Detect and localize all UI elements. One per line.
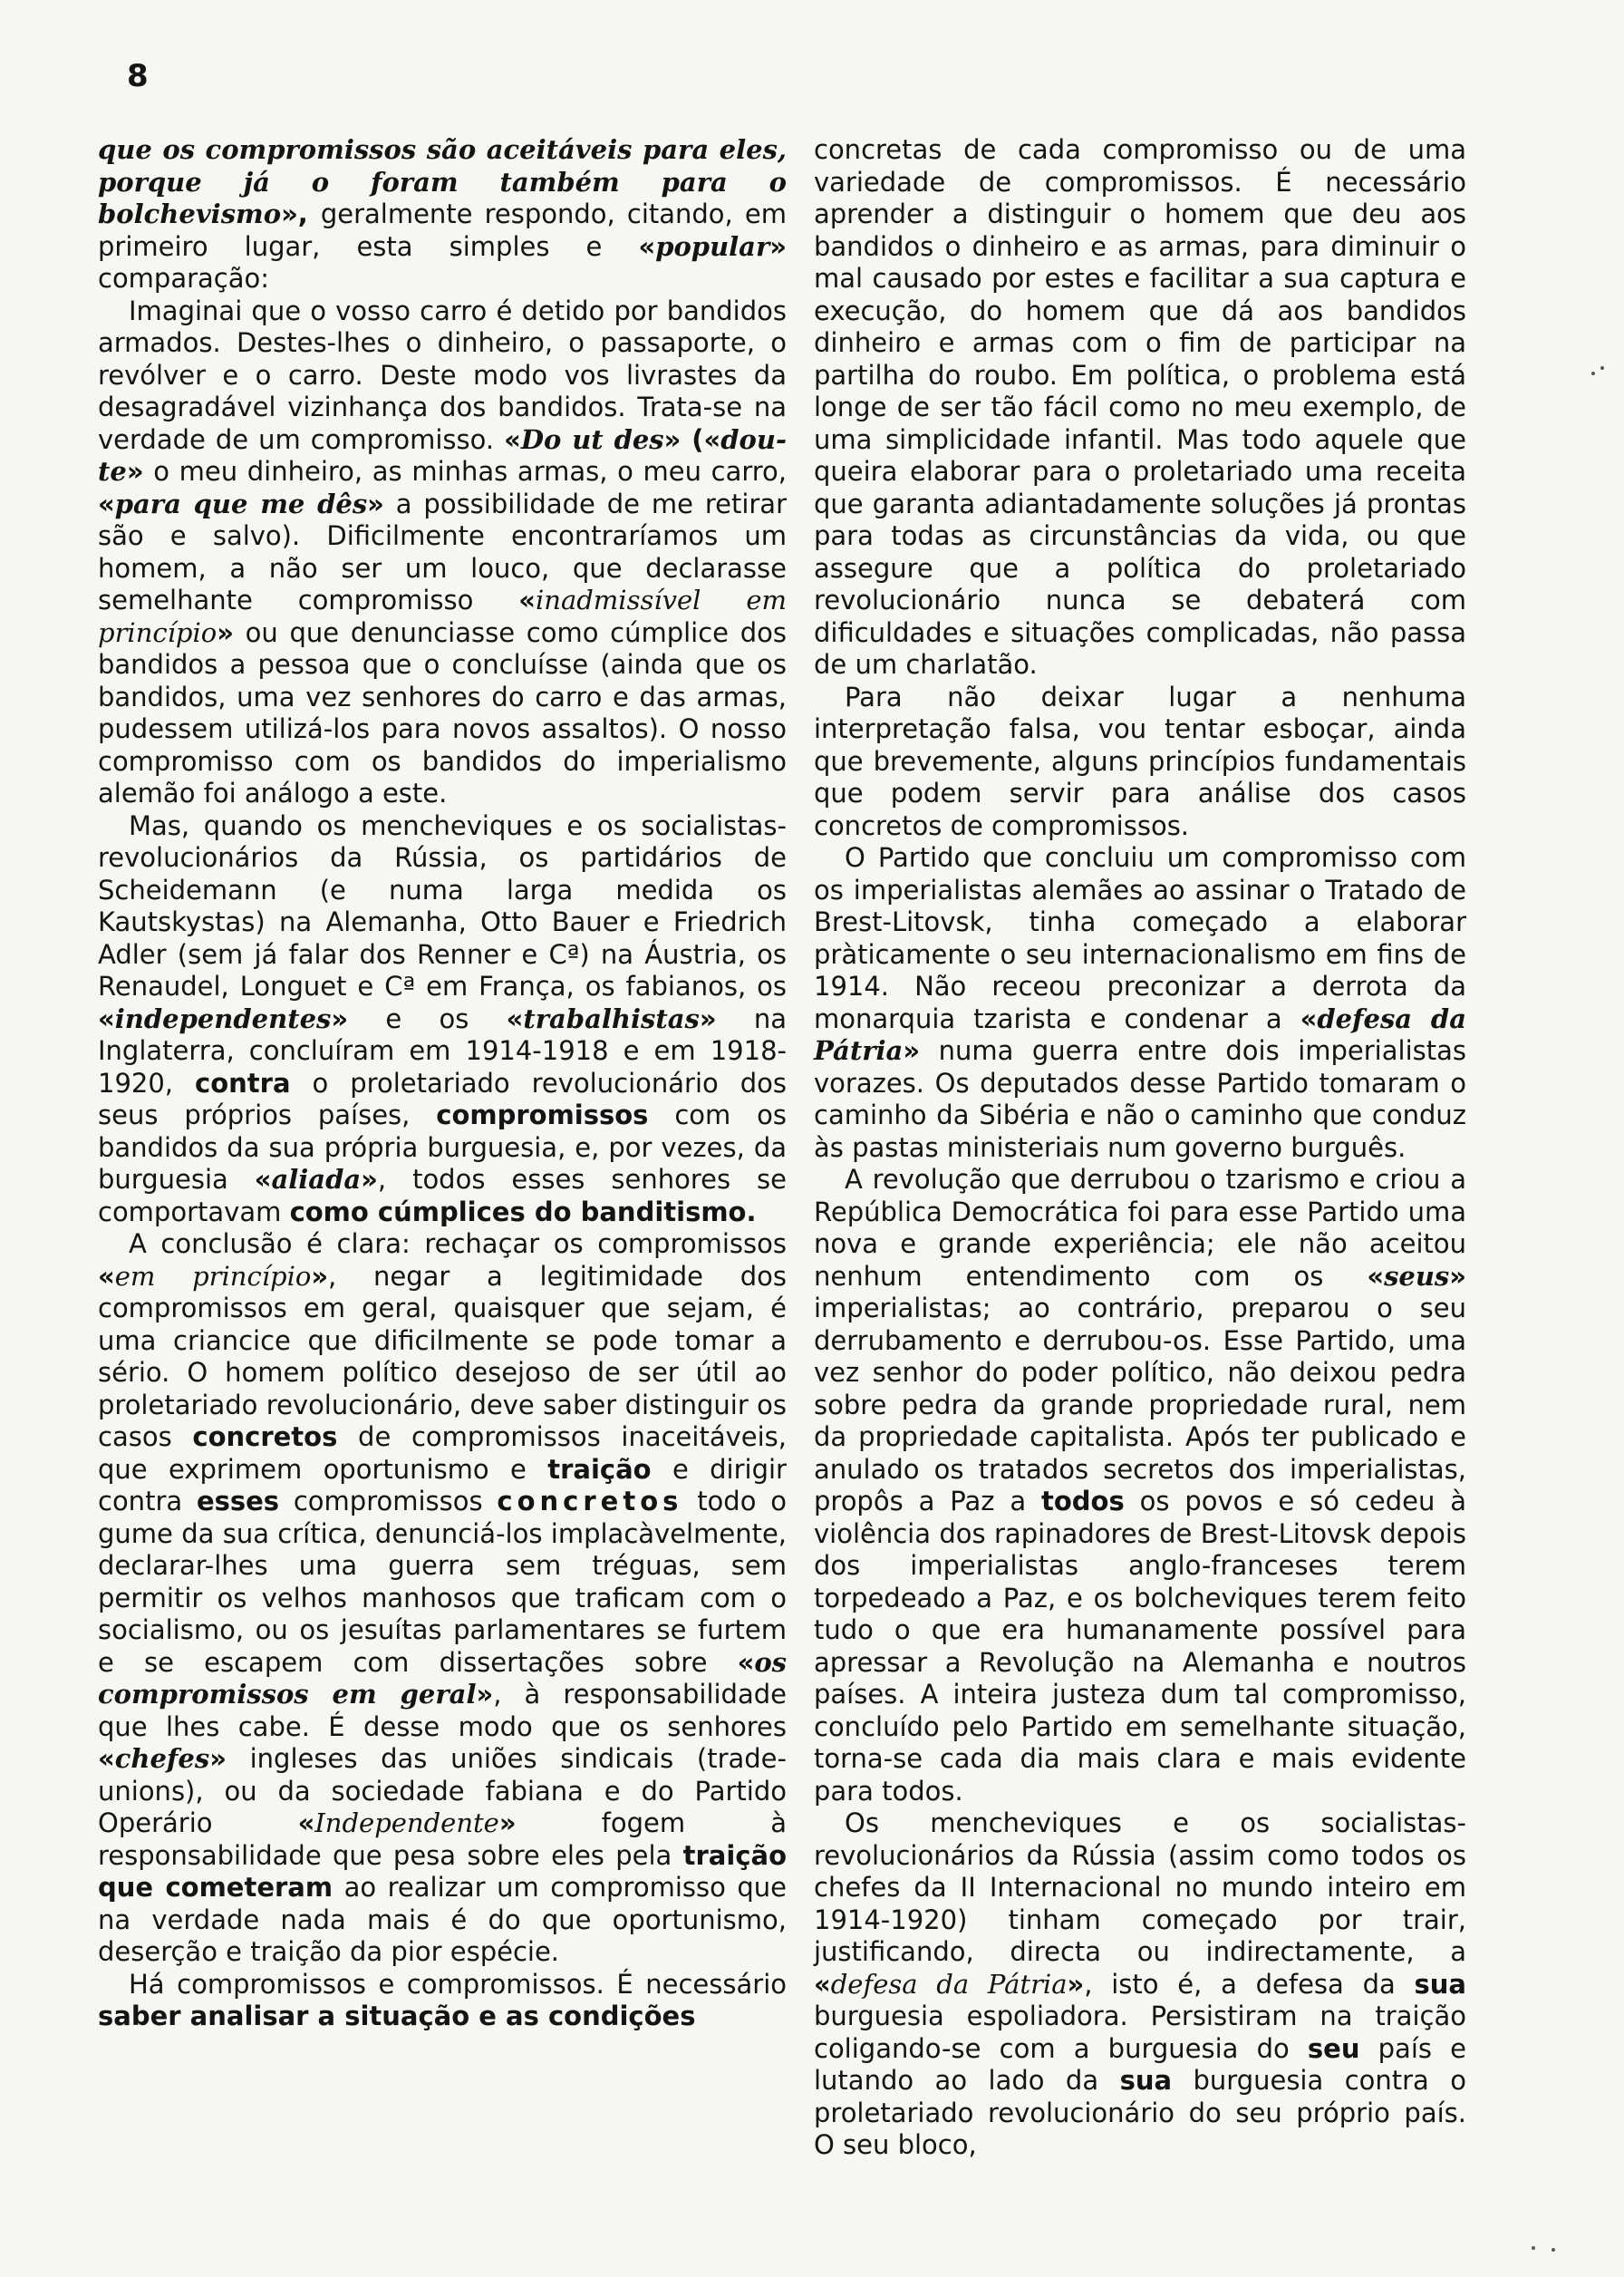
emphasis-text: « (737, 1646, 755, 1678)
page-number: 8 (127, 58, 149, 94)
text-run: numa guerra entre dois imperialistas vorazes. Os deputados desse Partido tomaram o caminho da Sibéria e não o caminho que conduz às pastas ministeriais num governo burguês. (814, 1035, 1466, 1163)
text-run: geralmente respondo, citando, em primeiro lugar, esta simples e (98, 199, 787, 262)
emphasis-text: » (769, 230, 787, 262)
emphasis-text: traição que cometeram (98, 1839, 787, 1903)
emphasis-text: » ( (663, 423, 704, 455)
left-text-column (98, 134, 787, 2033)
text-run: Há compromissos e compromissos. É necessário (129, 1968, 787, 2000)
paragraph (814, 134, 1466, 682)
text-run: , isto é, a defesa da (1084, 1968, 1415, 2000)
text-run: na Inglaterra, concluíram em 1914-1918 e em 1918-1920, (98, 1003, 787, 1099)
emphasis-text: seus (1384, 1260, 1450, 1292)
emphasis-text: « (703, 423, 721, 455)
right-text-column (814, 134, 1466, 2162)
emphasis-text: » (126, 456, 144, 487)
text-run: e dirigir contra (98, 1453, 787, 1516)
emphasis-text: defesa da Pátria (814, 1003, 1466, 1066)
text-run: , à responsabilidade que lhes cabe. É desse modo que os senhores (98, 1679, 787, 1742)
emphasis-text: » (498, 1807, 517, 1838)
emphasis-text: « (1367, 1260, 1385, 1292)
text-run: todo o gume da sua crítica, denunciá-los implacàvelmente, declarar-lhes uma guerra sem tréguas, sem permitir os velhos manhosos que traficam com o socialismo, ou os jesuítas parlamentares se furtem e se escapem com dissertações sobre (98, 1486, 787, 1678)
emphasis-text: », (281, 199, 321, 229)
emphasis-text: seu (1307, 2032, 1360, 2064)
emphasis-text: « (504, 423, 521, 455)
scan-speck (1600, 366, 1604, 370)
emphasis-text: saber analisar a situação e as condições (98, 2001, 696, 2031)
emphasis-text: todos (1041, 1486, 1125, 1516)
emphasis-text: » (699, 1003, 717, 1034)
emphasis-text: Independente (314, 1807, 499, 1838)
emphasis-text: » (209, 1743, 227, 1774)
paragraph (98, 1969, 787, 2033)
text-run: burguesia contra o proletariado revolucionário do seu próprio país. O seu bloco, (814, 2065, 1467, 2160)
paragraph (814, 682, 1466, 843)
paragraph (98, 810, 787, 1229)
text-run: A revolução que derrubou o tzarismo e criou a República Democrática foi para esse Partido uma nova e grande experiência; ele não aceitou nenhum entendimento com os (814, 1164, 1466, 1292)
scan-speck (1591, 372, 1595, 375)
emphasis-text: Do ut des (520, 423, 664, 455)
text-run: ao realizar um compromisso que na verdade nada mais é do que oportunismo, deserção e traição da pior espécie. (98, 1872, 787, 1967)
emphasis-text: « (518, 585, 536, 615)
emphasis-text: para que me dês (114, 488, 368, 519)
text-run: o proletariado revolucionário dos seus próprios países, (98, 1067, 787, 1130)
text-run: a possibilidade de me retirar são e salvo). Dificilmente encontraríamos um homem, a não ser um louco, que declarasse semelhante compromisso (98, 488, 788, 615)
emphasis-text: aliada (271, 1164, 362, 1195)
emphasis-text: os compromissos em geral (98, 1646, 787, 1710)
scan-speck (1552, 2248, 1555, 2252)
text-run: de compromissos inaceitáveis, que exprimem oportunismo e (98, 1421, 787, 1485)
emphasis-text: » (367, 488, 384, 519)
emphasis-text: inadmissível em princípio (98, 585, 787, 648)
text-run: , todos esses senhores se comportavam (98, 1164, 787, 1227)
emphasis-text: popular (655, 230, 770, 262)
emphasis-text: « (98, 1260, 115, 1292)
emphasis-text: » (476, 1679, 494, 1710)
text-run: o meu dinheiro, as minhas armas, o meu carro, (143, 456, 787, 487)
emphasis-text: « (98, 488, 115, 519)
emphasis-text: » (903, 1035, 921, 1066)
emphasis-text: « (98, 1743, 115, 1774)
emphasis-text: « (814, 1968, 831, 2000)
text-run: ingleses das uniões sindicais (trade-unions), ou da sociedade fabiana e do Partido Operário (98, 1743, 787, 1838)
text-run: , negar a legitimidade dos compromissos em geral, quaisquer que sejam, é uma criancice que dificilmente se pode tomar a sério. O homem político desejoso de ser útil ao proletariado revolucionário, deve saber distinguir os casos (98, 1260, 787, 1452)
text-run: A conclusão é clara: rechaçar os compromissos (129, 1228, 787, 1259)
emphasis-text: que os compromissos são aceitáveis para eles, porque já o foram também para o bolchevismo (98, 134, 787, 229)
emphasis-text: « (1300, 1003, 1318, 1034)
emphasis-text: » (1067, 1968, 1085, 2000)
text-run: concretas de cada compromisso ou de uma variedade de compromissos. É necessário aprender a distinguir o homem que deu aos bandidos o dinheiro e as armas, para diminuir o mal causado por estes e facilitar a sua captura e execução, do homem que dá aos bandidos dinheiro e armas com o fim de participar na partilha do roubo. Em política, o problema está longe de ser tão fácil como no meu exemplo, de uma simplicidade infantil. Mas todo aquele que queira elaborar para o proletariado uma receita que garanta adiantadamente soluções já prontas para todas as circunstâncias da vida, ou que assegure que a política do proletariado revolucionário nunca se debaterá com dificuldades e situações complicadas, não passa de um charlatão. (814, 134, 1466, 680)
emphasis-text: defesa da Pátria (830, 1968, 1068, 2000)
emphasis-text: « (98, 1003, 115, 1034)
emphasis-text: « (506, 1003, 524, 1034)
emphasis-text: » (217, 616, 234, 648)
emphasis-text: » (331, 1003, 349, 1034)
emphasis-text: sua (1119, 2065, 1173, 2096)
paragraph (98, 134, 787, 296)
emphasis-text: em princípio (114, 1260, 312, 1292)
emphasis-text: « (254, 1164, 272, 1195)
emphasis-text: » (1449, 1260, 1466, 1292)
text-run: Imaginai que o vosso carro é detido por bandidos armados. Destes-lhes o dinheiro, o passaporte, o revólver e o carro. Deste modo vos livrastes da desagradável vizinhança dos bandidos. Trata-se na verdade de um compromisso. (98, 295, 787, 455)
text-run: e os (348, 1003, 507, 1034)
emphasis-text: « (638, 230, 656, 262)
emphasis-text: como cúmplices do banditismo. (289, 1196, 757, 1227)
emphasis-text: sua (1414, 1968, 1466, 2000)
text-run: compromissos (279, 1486, 498, 1516)
scan-speck (1532, 2246, 1535, 2250)
emphasis-text: trabalhistas (523, 1003, 700, 1034)
emphasis-text: concretos (497, 1486, 683, 1516)
paragraph (814, 1807, 1466, 2162)
emphasis-text: compromissos (436, 1100, 649, 1130)
emphasis-text: independentes (114, 1003, 332, 1034)
text-run: com os bandidos da sua própria burguesia, e, por vezes, da burguesia (98, 1100, 787, 1195)
emphasis-text: contra (195, 1067, 291, 1099)
emphasis-text: » (361, 1164, 378, 1195)
text-run: burguesia espoliadora. Persistiram na traição coligando-se com a burguesia do (814, 2001, 1466, 2064)
paragraph (814, 1164, 1466, 1807)
text-run: os povos e só cedeu à violência dos rapinadores de Brest-Litovsk depois dos imperialistas anglo-franceses terem torpedeado a Paz, e os bolcheviques terem feito tudo o que era humanamente possível para apressar a Revolução na Alemanha e noutros países. A inteira justeza dum tal compromisso, concluído pelo Partido em semelhante situação, torna-se cada dia mais clara e mais evidente para todos. (814, 1486, 1466, 1807)
paragraph (98, 296, 787, 810)
emphasis-text: » (311, 1260, 329, 1292)
emphasis-text: « (297, 1807, 315, 1838)
text-run: imperialistas; ao contrário, preparou o seu derrubamento e derrubou-os. Esse Partido, uma vez senhor do poder político, não deixou pedra sobre pedra da grande propriedade rural, nem da propriedade capitalista. Após ter publicado e anulado os tratados secretos dos imperialistas, propôs a Paz a (814, 1293, 1466, 1516)
text-run: Os mencheviques e os socialistas-revolucionários da Rússia (assim como todos os chefes da II Internacional no mundo inteiro em 1914-1920) tinham começado por trair, justificando, directa ou indirectamente, a (814, 1807, 1466, 1967)
emphasis-text: dou-te (98, 423, 787, 487)
emphasis-text: esses (196, 1486, 280, 1516)
emphasis-text: chefes (114, 1743, 210, 1774)
text-run: país e lutando ao lado da (814, 2032, 1466, 2096)
emphasis-text: concretos (192, 1421, 338, 1452)
text-run: O Partido que concluiu um compromisso com os imperialistas alemães ao assinar o Tratado de Brest-Litovsk, tinha começado a elaborar pràticamente o seu internacionalismo em fins de 1914. Não receou preconizar a derrota da monarquia tzarista e condenar a (814, 842, 1466, 1034)
text-run: ou que denunciasse como cúmplice dos bandidos a pessoa que o concluísse (ainda que os bandidos, uma vez senhores do carro e das armas, pudessem utilizá-los para novos assaltos). O nosso compromisso com os bandidos do imperialismo alemão foi análogo a este. (98, 616, 787, 809)
paragraph (98, 1228, 787, 1969)
text-run: Para não deixar lugar a nenhuma interpretação falsa, vou tentar esboçar, ainda que brevemente, alguns princípios fundamentais que podem servir para análise dos casos concretos de compromissos. (814, 681, 1466, 841)
emphasis-text: traição (547, 1453, 652, 1485)
text-run: Mas, quando os mencheviques e os socialistas-revolucionários da Rússia, os partidários de Scheidemann (e numa larga medida os Kautskystas) na Alemanha, Otto Bauer e Friedrich Adler (sem já falar dos Renner e Cª) na Áustria, os Renaudel, Longuet e Cª em França, os fabianos, os (98, 809, 787, 1002)
paragraph (814, 842, 1466, 1164)
text-run: fogem à responsabilidade que pesa sobre eles pela (98, 1807, 787, 1871)
text-run: comparação: (98, 263, 270, 294)
